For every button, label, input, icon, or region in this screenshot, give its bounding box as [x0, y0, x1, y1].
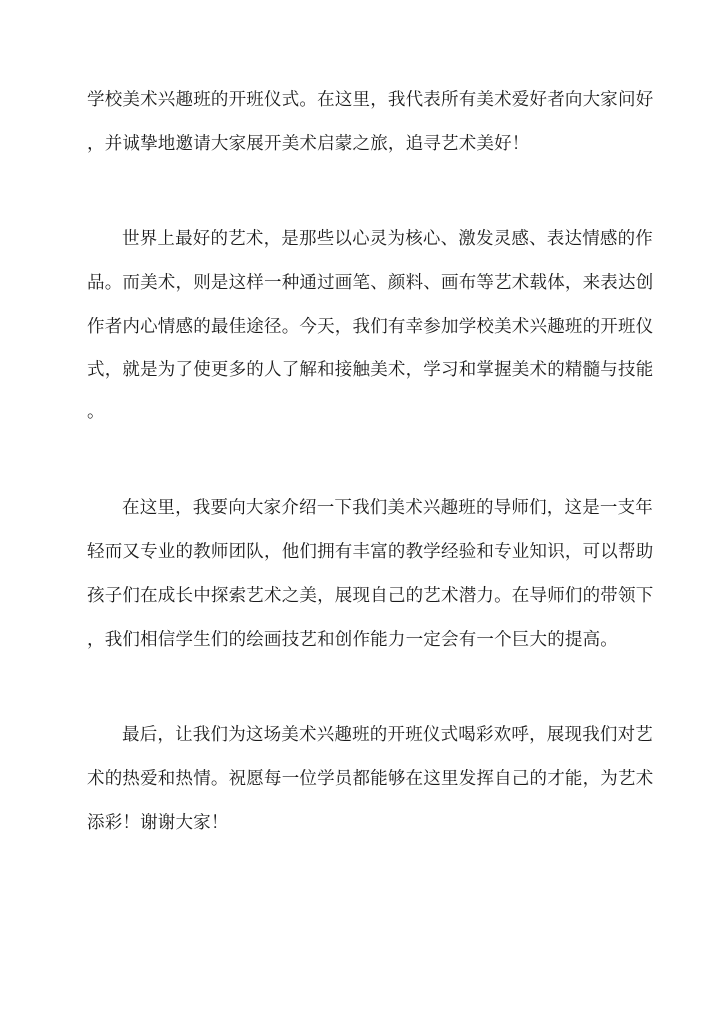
paragraph-2-line-2: 品。而美术，则是这样一种通过画笔、颜料、画布等艺术载体，来表达创: [87, 273, 654, 293]
paragraph-4-line-2: 术的热爱和热情。祝愿每一位学员都能够在这里发挥自己的才能，为艺术: [87, 769, 654, 789]
paragraph-4-line-1: 最后，让我们为这场美术兴趣班的开班仪式喝彩欢呼，展现我们对艺: [122, 725, 653, 745]
paragraph-4-line-3: 添彩！谢谢大家！: [87, 813, 229, 833]
paragraph-2-line-5: 。: [87, 402, 105, 422]
paragraph-2-line-3: 作者内心情感的最佳途径。今天，我们有幸参加学校美术兴趣班的开班仪: [87, 317, 654, 337]
paragraph-3-line-1: 在这里，我要向大家介绍一下我们美术兴趣班的导师们，这是一支年: [122, 498, 653, 518]
paragraph-3-line-2: 轻而又专业的教师团队，他们拥有丰富的教学经验和专业知识，可以帮助: [87, 542, 654, 562]
paragraph-1-line-1: 学校美术兴趣班的开班仪式。在这里，我代表所有美术爱好者向大家问好: [87, 90, 654, 110]
paragraph-2-line-4: 式，就是为了使更多的人了解和接触美术，学习和掌握美术的精髓与技能: [87, 360, 654, 380]
paragraph-1-line-2: ，并诚挚地邀请大家展开美术启蒙之旅，追寻艺术美好！: [87, 134, 530, 154]
paragraph-2-line-1: 世界上最好的艺术，是那些以心灵为核心、激发灵感、表达情感的作: [122, 229, 653, 249]
paragraph-3-line-4: ，我们相信学生们的绘画技艺和创作能力一定会有一个巨大的提高。: [87, 630, 618, 650]
paragraph-3-line-3: 孩子们在成长中探索艺术之美，展现自己的艺术潜力。在导师们的带领下: [87, 586, 654, 606]
